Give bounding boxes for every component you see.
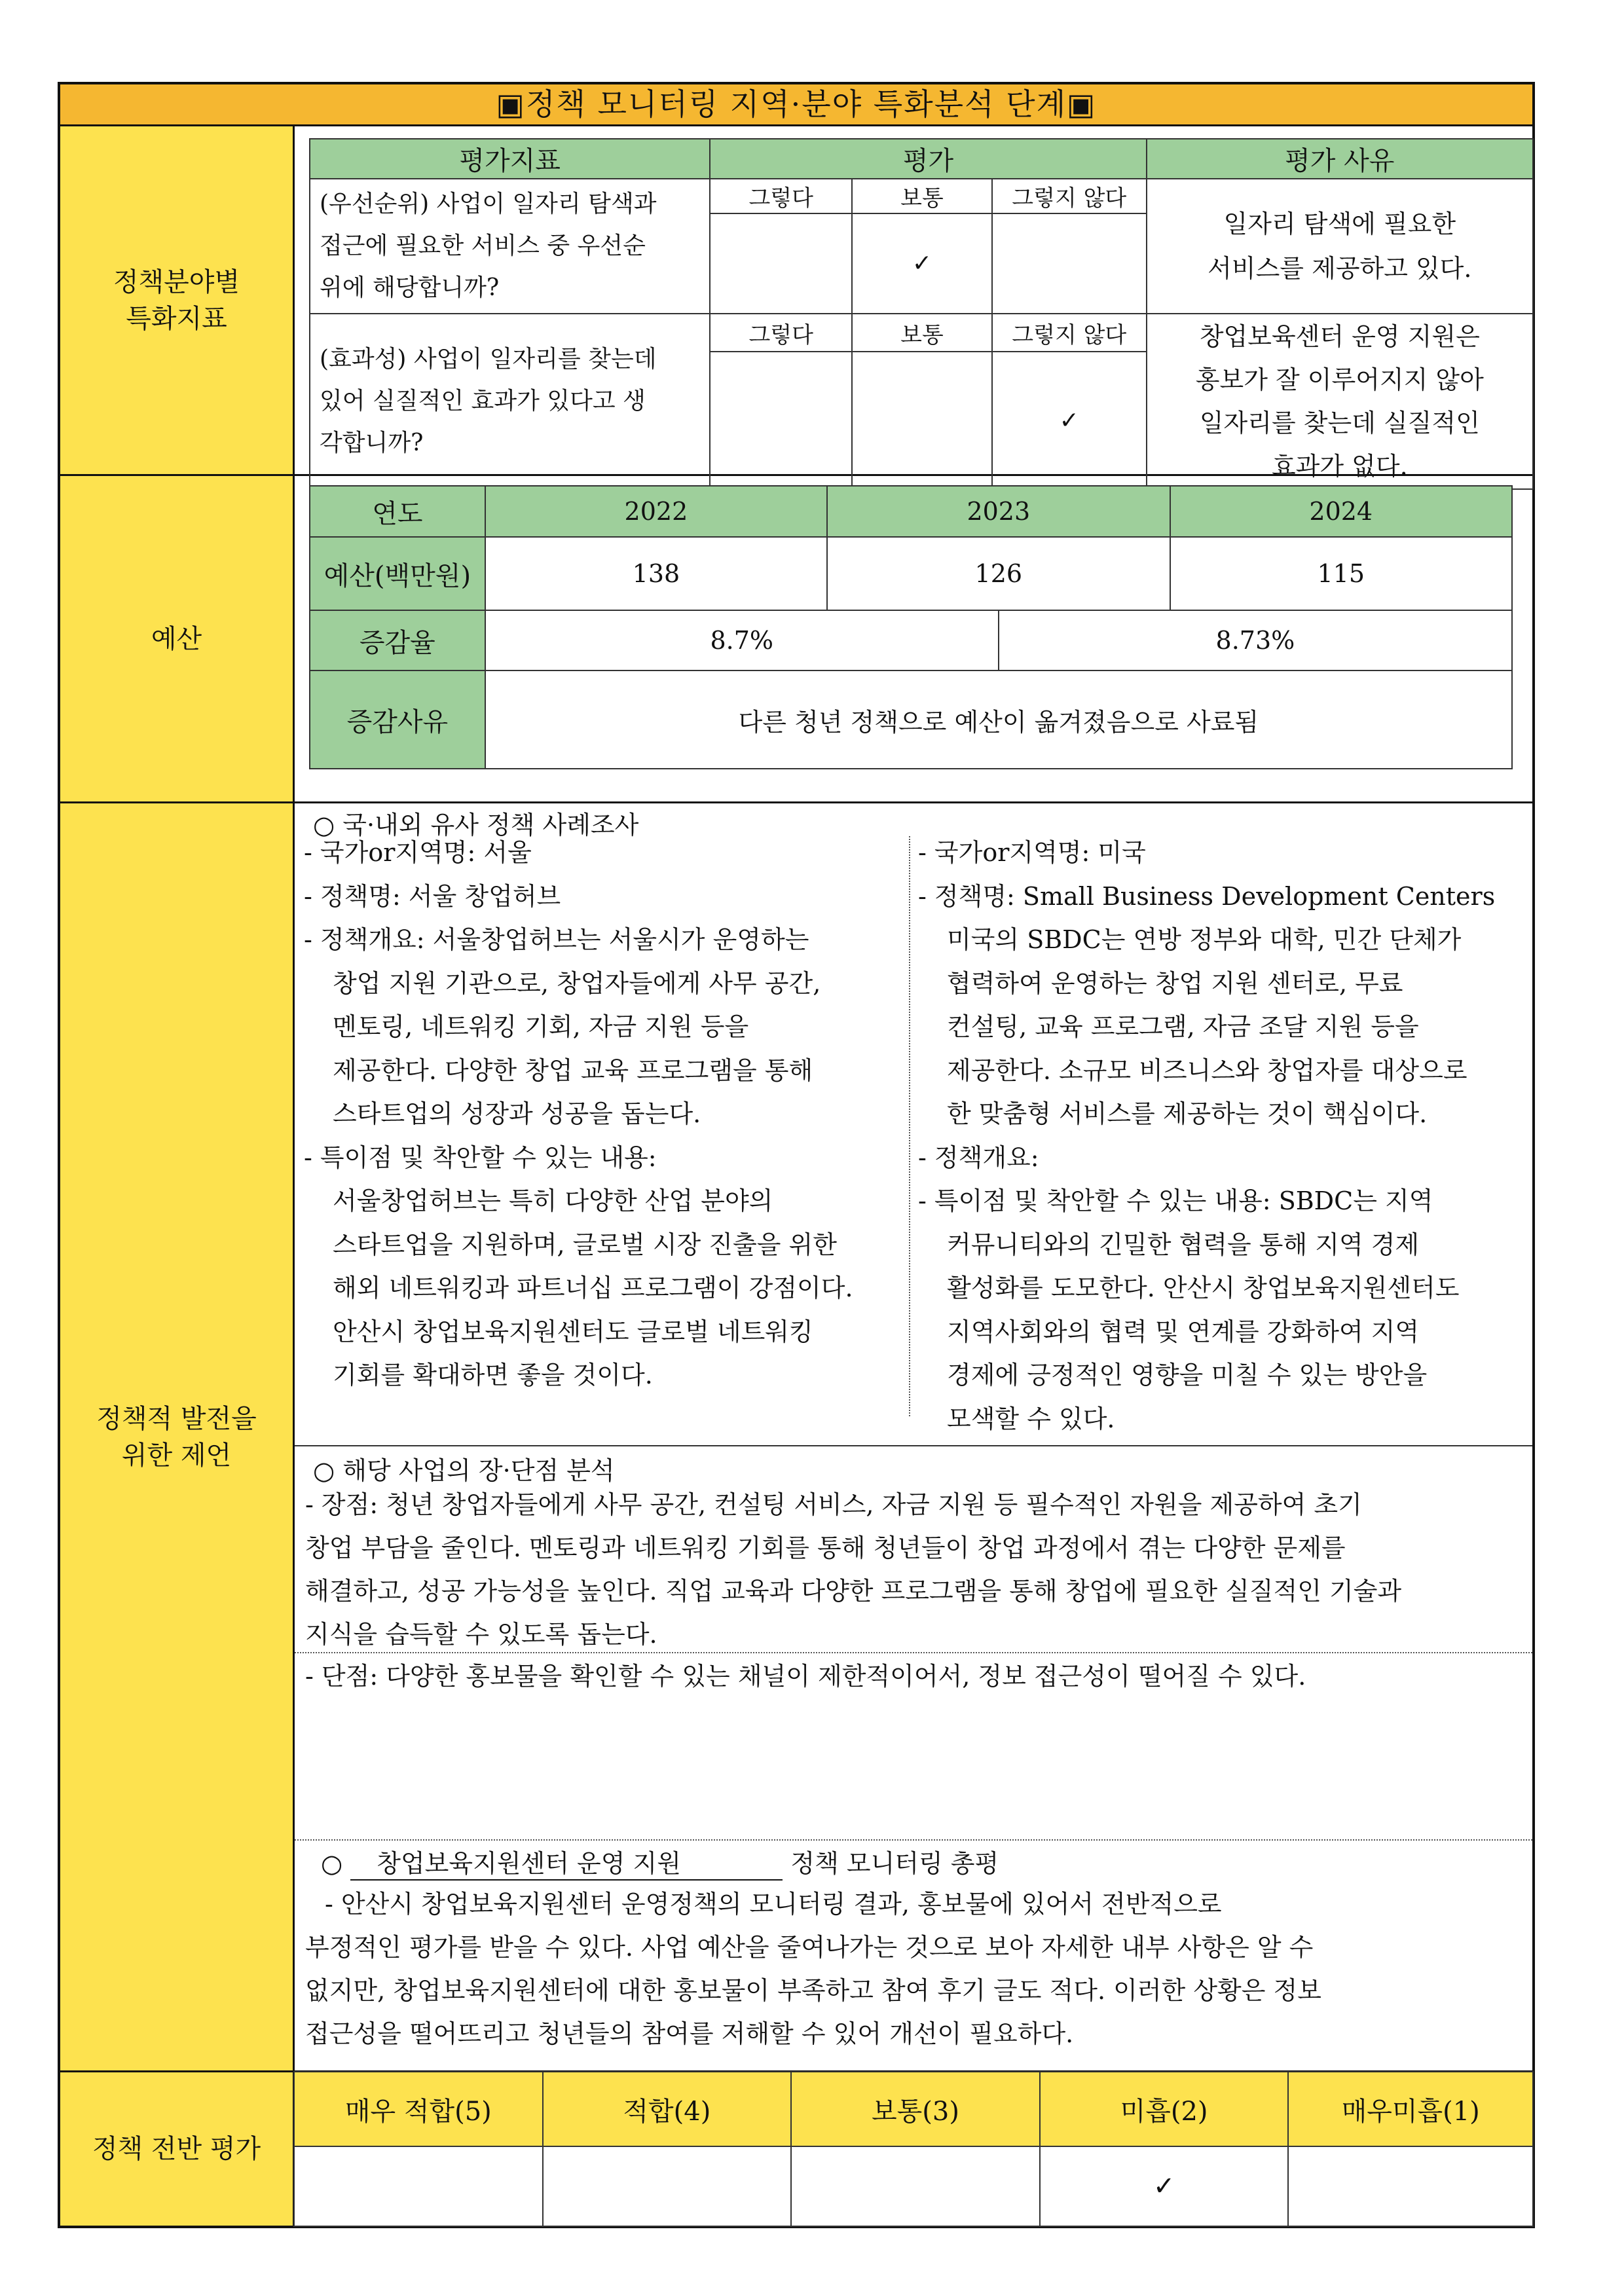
summary-line: 부정적인 평가를 받을 수 있다. 사업 예산을 줄여나가는 것으로 보아 자세한 내부 사항은 알 수 xyxy=(305,1933,1314,1962)
case-line: 제공한다. 소규모 비즈니스와 창업자를 대상으로 xyxy=(947,1056,1467,1085)
reason-line: 서비스를 제공하고 있다. xyxy=(1208,254,1472,283)
rating-very-suitable: 매우 적합(5) xyxy=(294,2072,543,2146)
option-neutral: 보통 xyxy=(852,179,992,213)
indicators-section xyxy=(295,126,1532,481)
question-line: 있어 실질적인 효과가 있다고 생 xyxy=(320,388,646,414)
case-line: - 정책명: 서울 창업허브 xyxy=(304,881,561,911)
analysis-heading: ○ 해당 사업의 장·단점 분석 xyxy=(313,1456,615,1485)
case-line: 멘토링, 네트워킹 기회, 자금 지원 등을 xyxy=(333,1012,749,1041)
page-title: ▣정책 모니터링 지역·분야 특화분석 단계▣ xyxy=(60,84,1532,126)
case-line: 활성화를 도모한다. 안산시 창업보육지원센터도 xyxy=(947,1274,1460,1302)
summary-divider xyxy=(295,1839,1532,1841)
year-2023: 2023 xyxy=(827,486,1170,537)
case-line: 스타트업의 성장과 성공을 돕는다. xyxy=(333,1099,701,1128)
case-usa xyxy=(918,831,1495,1441)
change-label: 증감율 xyxy=(310,610,485,670)
budget-label: 예산 xyxy=(151,623,202,654)
amount-2023: 126 xyxy=(827,537,1170,610)
case-line: 기회를 확대하면 좋을 것이다. xyxy=(333,1361,653,1389)
case-line: - 정책개요: 서울창업허브는 서울시가 운영하는 xyxy=(304,925,809,954)
pros-line: 창업 부담을 줄인다. 멘토링과 네트워킹 기회를 통해 청년들이 창업 과정에서 겪는 다양한 문제를 xyxy=(305,1533,1346,1562)
section-label-indicators xyxy=(60,126,295,476)
column-divider xyxy=(909,836,910,1416)
rating-insufficient: 미흡(2) xyxy=(1040,2072,1289,2146)
header-indicator: 평가지표 xyxy=(310,139,710,179)
case-line: 커뮤니티와의 긴밀한 협력을 통해 지역 경제 xyxy=(947,1230,1420,1259)
question-line: (효과성) 사업이 일자리를 찾는데 xyxy=(320,346,657,373)
section-label-proposal xyxy=(60,803,295,2072)
pros-cons-divider xyxy=(295,1652,1532,1653)
checkbox-yes[interactable] xyxy=(710,352,852,489)
case-line: 스타트업을 지원하며, 글로벌 시장 진출을 위한 xyxy=(333,1230,837,1259)
evaluation-table xyxy=(309,138,1534,490)
question-line: 접근에 필요한 서비스 중 우선순 xyxy=(320,232,646,259)
option-no: 그렇지 않다 xyxy=(992,314,1147,352)
case-seoul xyxy=(304,831,853,1397)
rating-box-5[interactable] xyxy=(294,2146,543,2226)
checkbox-neutral[interactable] xyxy=(852,352,992,489)
summary-line: 접근성을 떨어뜨리고 청년들의 참여를 저해할 수 있어 개선이 필요하다. xyxy=(305,2019,1074,2048)
rating-average: 보통(3) xyxy=(791,2072,1040,2146)
checkbox-no[interactable] xyxy=(992,213,1147,314)
reason-effectiveness xyxy=(1147,314,1533,489)
change-2024: 8.73% xyxy=(999,610,1512,670)
summary-body xyxy=(305,1882,1513,2055)
reason-priority xyxy=(1147,179,1533,314)
policy-monitoring-form xyxy=(58,82,1535,2228)
summary-line: - 안산시 창업보육지원센터 운영정책의 모니터링 결과, 홍보물에 있어서 전반적으로 xyxy=(325,1890,1222,1919)
year-label: 연도 xyxy=(310,486,485,537)
indicators-label: 정책분야별 특화지표 xyxy=(113,266,240,334)
rating-very-insufficient: 매우미흡(1) xyxy=(1288,2072,1533,2146)
cases-heading: ○ 국·내외 유사 정책 사례조사 xyxy=(313,811,639,839)
summary-title: 정책 모니터링 총평 xyxy=(790,1849,999,1878)
case-line: - 정책명: Small Business Development Centers xyxy=(918,881,1496,911)
reason-line: 홍보가 잘 이루어지지 않아 xyxy=(1195,365,1484,394)
amount-label: 예산(백만원) xyxy=(310,537,485,610)
proposal-section xyxy=(295,803,1532,2072)
case-line: 경제에 긍정적인 영향을 미칠 수 있는 방안을 xyxy=(947,1361,1428,1389)
proposal-label: 정책적 발전을 위한 제언 xyxy=(96,1403,257,1471)
checkbox-neutral[interactable] xyxy=(852,213,992,314)
question-line: 각합니까? xyxy=(320,430,424,456)
overall-label: 정책 전반 평가 xyxy=(92,2134,261,2164)
rating-suitable: 적합(4) xyxy=(543,2072,792,2146)
cases-divider xyxy=(295,1445,1532,1446)
case-line: 서울창업허브는 특히 다양한 산업 분야의 xyxy=(333,1186,773,1215)
check-mark-icon: ✓ xyxy=(1153,2171,1175,2201)
question-line: (우선순위) 사업이 일자리 탐색과 xyxy=(320,191,657,217)
case-line: 협력하여 운영하는 창업 지원 센터로, 무료 xyxy=(947,968,1403,998)
reason-line: 일자리를 찾는데 실질적인 xyxy=(1199,409,1480,437)
budget-table xyxy=(309,485,1513,769)
budget-section xyxy=(295,476,1532,803)
question-line: 위에 해당합니까? xyxy=(320,274,500,301)
reason-line: 일자리 탐색에 필요한 xyxy=(1223,210,1456,238)
reason-label: 증감사유 xyxy=(310,670,485,769)
option-yes: 그렇다 xyxy=(710,179,852,213)
change-2023: 8.7% xyxy=(485,610,999,670)
case-line: 컨설팅, 교육 프로그램, 자금 조달 지원 등을 xyxy=(947,1012,1419,1041)
rating-box-3[interactable] xyxy=(791,2146,1040,2226)
pros-line: 지식을 습득할 수 있도록 돕는다. xyxy=(305,1620,657,1649)
header-evaluation: 평가 xyxy=(710,139,1146,179)
summary-bullet: ○ xyxy=(321,1849,343,1878)
rating-box-1[interactable] xyxy=(1288,2146,1533,2226)
year-2022: 2022 xyxy=(485,486,827,537)
checkbox-yes[interactable] xyxy=(710,213,852,314)
case-line: 창업 지원 기관으로, 창업자들에게 사무 공간, xyxy=(333,968,821,998)
reason-line: 창업보육센터 운영 지원은 xyxy=(1199,322,1480,351)
pros-line: - 장점: 청년 창업자들에게 사무 공간, 컨설팅 서비스, 자금 지원 등 필수적인 자원을 제공하여 초기 xyxy=(305,1490,1362,1519)
amount-2024: 115 xyxy=(1170,537,1512,610)
case-line: - 특이점 및 착안할 수 있는 내용: SBDC는 지역 xyxy=(918,1186,1433,1215)
checkbox-no[interactable] xyxy=(992,352,1147,489)
case-line: 해외 네트워킹과 파트너십 프로그램이 강점이다. xyxy=(333,1274,853,1302)
case-line: 한 맞춤형 서비스를 제공하는 것이 핵심이다. xyxy=(947,1099,1428,1128)
case-line: 지역사회와의 협력 및 연계를 강화하여 지역 xyxy=(947,1317,1420,1346)
section-label-overall xyxy=(60,2072,295,2226)
case-line: - 국가or지역명: 미국 xyxy=(918,838,1146,867)
year-2024: 2024 xyxy=(1170,486,1512,537)
check-mark-icon: ✓ xyxy=(912,250,932,277)
summary-line: 없지만, 창업보육지원센터에 대한 홍보물이 부족하고 참여 후기 글도 적다. 이러한 상황은 정보 xyxy=(305,1976,1321,2005)
case-line: 안산시 창업보육지원센터도 글로벌 네트워킹 xyxy=(333,1317,813,1346)
case-line: - 국가or지역명: 서울 xyxy=(304,838,532,867)
option-neutral: 보통 xyxy=(852,314,992,352)
reason-line: 효과가 없다. xyxy=(1271,452,1408,481)
rating-box-4[interactable] xyxy=(543,2146,792,2226)
amount-2022: 138 xyxy=(485,537,827,610)
section-label-budget xyxy=(60,476,295,803)
overall-rating-table xyxy=(293,2071,1534,2227)
check-mark-icon: ✓ xyxy=(1059,407,1079,434)
case-line: - 특이점 및 착안할 수 있는 내용: xyxy=(304,1143,657,1172)
overall-section xyxy=(295,2072,1532,2226)
analysis-cons: - 단점: 다양한 홍보물을 확인할 수 있는 채널이 제한적이어서, 정보 접근성이 떨어질 수 있다. xyxy=(305,1662,1306,1691)
option-no: 그렇지 않다 xyxy=(992,179,1147,213)
rating-box-2[interactable] xyxy=(1040,2146,1289,2226)
analysis-pros xyxy=(305,1483,1513,1656)
question-effectiveness xyxy=(310,314,710,489)
budget-reason: 다른 청년 정책으로 예산이 옮겨졌음으로 사료됨 xyxy=(485,670,1512,769)
case-line: 미국의 SBDC는 연방 정부와 대학, 민간 단체가 xyxy=(947,925,1462,954)
header-reason: 평가 사유 xyxy=(1147,139,1533,179)
question-priority xyxy=(310,179,710,314)
summary-heading xyxy=(321,1843,999,1881)
summary-policy-name: 창업보육지원센터 운영 지원 xyxy=(350,1843,783,1881)
case-line: 제공한다. 다양한 창업 교육 프로그램을 통해 xyxy=(333,1056,813,1085)
case-line: 모색할 수 있다. xyxy=(947,1404,1115,1433)
option-yes: 그렇다 xyxy=(710,314,852,352)
pros-line: 해결하고, 성공 가능성을 높인다. 직업 교육과 다양한 프로그램을 통해 창업에 필요한 실질적인 기술과 xyxy=(305,1577,1402,1606)
case-line: - 정책개요: xyxy=(918,1143,1039,1172)
